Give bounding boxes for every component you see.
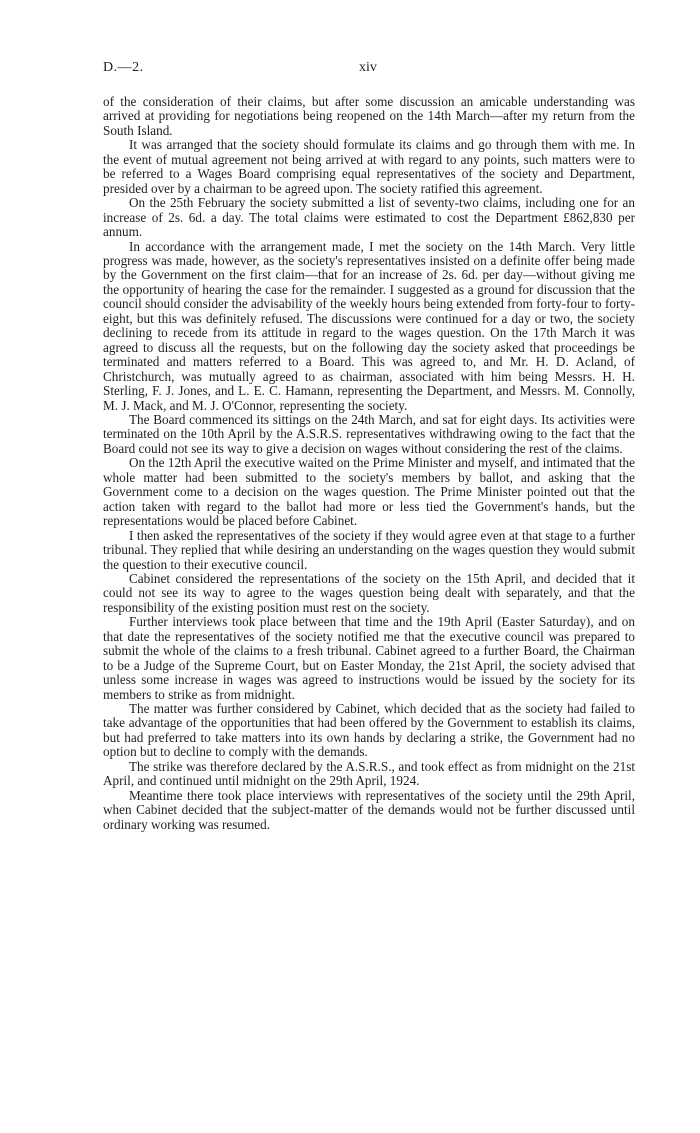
document-page [103,60,635,832]
paragraph: Cabinet considered the representations of the society on the 15th April, and decided that it could not see its way to agree to the wages question being dealt with separately, and that the responsibility of the existing position must rest on the society. [103,570,635,615]
paragraph: of the consideration of their claims, but after some discussion an amicable understanding was arrived at providing for negotiations being reopened on the 14th March—after my return from the South Island. [103,94,635,138]
paragraph: It was arranged that the society should formulate its claims and go through them with me. In the event of mutual agreement not being arrived at with regard to any points, such matters were to be referred to a Wages Board comprising equal representatives of the society and Department, presided over by a chairman to be agreed upon. The society ratified this agreement. [103,137,635,196]
paragraph: I then asked the representatives of the society if they would agree even at that stage to a further tribunal. They replied that while desiring an understanding on the wages question they would submit the question to their executive council. [103,527,635,572]
paragraph: The strike was therefore declared by the A.S.R.S., and took effect as from midnight on the 21st April, and continued until midnight on the 29th April, 1924. [103,758,635,789]
document-reference: D.—2. [103,60,144,75]
body-text [103,95,635,832]
paragraph: Further interviews took place between that time and the 19th April (Easter Saturday), and on that date the representatives of the society notified me that the executive council was prepared to submit the whole of the claims to a fresh tribunal. Cabinet agreed to a further Board, the Chairman to be a Judge of the Supreme Court, but on Easter Monday, the 21st April, the society advised that unless some increase in wages was agreed to instructions would be issued by the society for its members to strike as from midnight. [103,614,635,702]
paragraph: In accordance with the arrangement made, I met the society on the 14th March. Very little progress was made, however, as the society's representatives insisted on a definite offer being made by the Government on the first claim—that for an increase of 2s. 6d. per day—without giving me the opportunity of hearing the case for the remainder. I suggested as a ground for discussion that the council should consider the advisability of the weekly hours being extended from forty-four to forty-eight, but this was definitely refused. The discussions were continued for a day or two, the society declining to recede from its attitude in regard to the wages question. On the 17th March it was agreed to discuss all the requests, but on the following day the society asked that proceedings be terminated and matters referred to a Board. This was agreed to, and Mr. H. D. Acland, of Christchurch, was mutually agreed to as chairman, associated with him being Messrs. H. H. Sterling, F. J. Jones, and L. E. C. Hamann, representing the Department, and Messrs. M. Connolly, M. J. Mack, and M. J. O'Connor, representing the society. [103,238,635,413]
paragraph: The matter was further considered by Cabinet, which decided that as the society had failed to take advantage of the opportunities that had been offered by the Government to establish its claims, but had preferred to take matters into its own hands by declaring a strike, the Government had no option but to decline to comply with the demands. [103,701,635,760]
paragraph: Meantime there took place interviews with representatives of the society until the 29th April, when Cabinet decided that the subject-matter of the demands would not be further discussed until ordinary working was resumed. [103,787,635,832]
paragraph: On the 12th April the executive waited on the Prime Minister and myself, and intimated that the whole matter had been submitted to the society's members by ballot, and asking that the Government come to a decision on the wages question. The Prime Minister pointed out that the action taken with regard to the ballot had more or less tied the Government's hands, but the representations would be placed before Cabinet. [103,455,635,529]
paragraph: On the 25th February the society submitted a list of seventy-two claims, including one for an increase of 2s. 6d. a day. The total claims were estimated to cost the Department £862,830 per annum. [103,195,635,240]
paragraph: The Board commenced its sittings on the 24th March, and sat for eight days. Its activities were terminated on the 10th April by the A.S.R.S. representatives withdrawing owing to the fact that the Board could not see its way to give a decision on wages without considering the rest of the claims. [103,411,635,456]
page-number: xiv [359,60,377,75]
page-header [103,60,635,80]
